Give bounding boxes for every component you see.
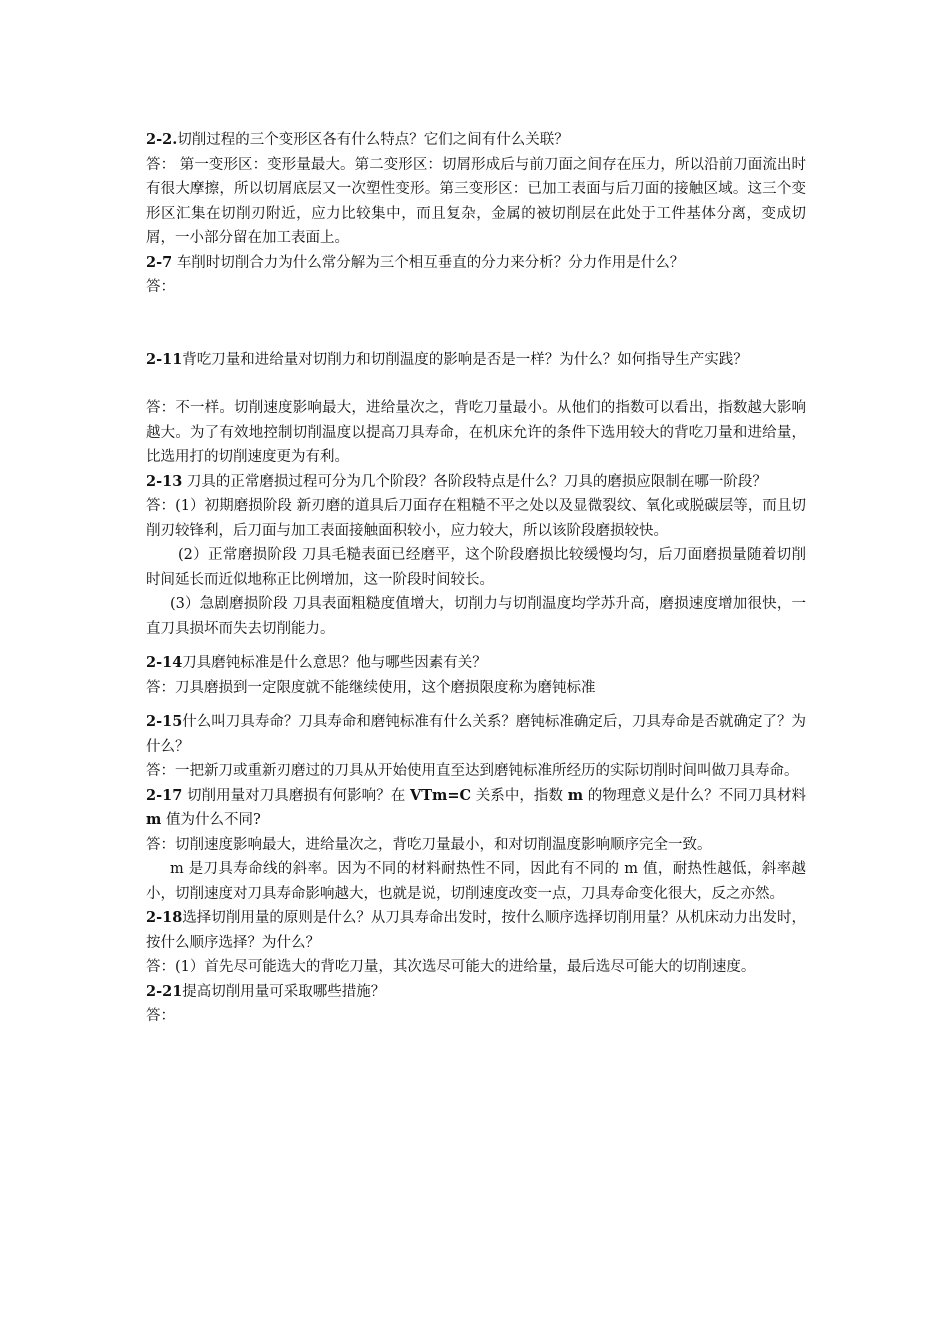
answer-2-17-cont: m 是刀具寿命线的斜率。因为不同的材料耐热性不同，因此有不同的 m 值，耐热性越低，斜率越小，切削速度对刀具寿命影响越大，也就是说，切削速度改变一点，刀具寿命变化很大，反之亦然。 xyxy=(146,861,806,902)
question-number: 2-11 xyxy=(146,350,183,368)
question-number: 2-14 xyxy=(146,654,183,671)
formula-text: VTm=C xyxy=(409,786,472,804)
question-2-15 xyxy=(146,710,806,759)
question-2-14 xyxy=(146,651,806,676)
answer-2-7: 答： xyxy=(146,279,175,295)
answer-2-18: 答：(1）首先尽可能选大的背吃刀量，其次选尽可能大的进给量，最后选尽可能大的切削速度。 xyxy=(146,959,756,975)
answer-2-13-stage2: (2）正常磨损阶段 刀具毛糙表面已经磨平，这个阶段磨损比较缓慢均匀，后刀面磨损量随着切削时间延长而近似地称正比例增加，这一阶段时间较长。 xyxy=(146,547,806,588)
answer-2-11: 答：不一样。切削速度影响最大，进给量次之，背吃刀量最小。从他们的指数可以看出，指数越大影响越大。为了有效地控制切削温度以提高刀具寿命，在机床允许的条件下选用较大的背吃刀量和进给量，比选用打的切削速度更为有利。 xyxy=(146,400,806,465)
spacer xyxy=(146,700,806,710)
question-number: 2-7 xyxy=(146,253,173,271)
question-number: 2-18 xyxy=(146,909,183,926)
symbol-m: m xyxy=(146,811,162,828)
question-2-7 xyxy=(146,251,806,276)
question-text: 值为什么不同? xyxy=(161,812,261,828)
question-number: 2-21 xyxy=(146,982,183,1000)
question-text: 背吃刀量和进给量对切削力和切削温度的影响是否是一样？为什么？如何指导生产实践？ xyxy=(182,351,748,368)
question-text: 提高切削用量可采取哪些措施？ xyxy=(182,983,386,1000)
question-2-2 xyxy=(146,128,806,153)
question-number: 2-17 xyxy=(146,786,183,804)
question-2-21 xyxy=(146,980,806,1005)
answer-2-13-stage3: (3）急剧磨损阶段 刀具表面粗糙度值增大，切削力与切削温度均学苏升高，磨损速度增加很快，一直刀具损坏而失去切削能力。 xyxy=(146,596,806,637)
question-number: 2-15 xyxy=(146,713,183,730)
question-2-13 xyxy=(146,470,806,495)
question-text: 切削过程的三个变形区各有什么特点？它们之间有什么关联？ xyxy=(177,132,569,148)
question-2-11 xyxy=(146,348,806,373)
answer-2-21: 答： xyxy=(146,1008,175,1024)
spacer xyxy=(146,300,806,348)
answer-2-15: 答：一把新刀或重新刃磨过的刀具从开始使用直至达到磨钝标准所经历的实际切削时间叫做刀具寿命。 xyxy=(146,763,799,779)
spacer xyxy=(146,372,806,396)
answer-2-13-stage1: 答：(1）初期磨损阶段 新刃磨的道具后刀面存在粗糙不平之处以及显微裂纹、氧化或脱碳层等，而且切削刃较锋利，后刀面与加工表面接触面积较小，应力较大，所以该阶段磨损较快。 xyxy=(146,498,806,539)
answer-2-17: 答：切削速度影响最大，进给量次之，背吃刀量最小，和对切削温度影响顺序完全一致。 xyxy=(146,836,712,853)
question-text: 车削时切削合力为什么常分解为三个相互垂直的分力来分析？分力作用是什么？ xyxy=(176,254,685,271)
spacer xyxy=(146,641,806,651)
answer-2-14: 答：刀具磨损到一定限度就不能继续使用，这个磨损限度称为磨钝标准 xyxy=(146,679,596,696)
question-text: 的物理意义是什么？不同刀具材料 xyxy=(583,787,807,804)
symbol-m: m xyxy=(567,786,584,804)
question-text: 关系中，指数 xyxy=(471,787,568,804)
question-text: 选择切削用量的原则是什么？从刀具寿命出发时，按什么顺序选择切削用量？从机床动力出发时，按什么顺序选择？为什么？ xyxy=(146,910,806,951)
question-number: 2-13 xyxy=(146,472,183,490)
question-2-18 xyxy=(146,906,806,955)
document-page xyxy=(146,128,806,1029)
question-text: 切削用量对刀具磨损有何影响？在 xyxy=(182,787,410,804)
question-number: 2-2. xyxy=(146,131,178,148)
question-text: 刀具磨钝标准是什么意思？他与哪些因素有关？ xyxy=(182,655,487,671)
question-text: 刀具的正常磨损过程可分为几个阶段？各阶段特点是什么？刀具的磨损应限制在哪一阶段？ xyxy=(182,473,767,490)
question-2-17 xyxy=(146,784,806,833)
answer-2-2: 答： 第一变形区：变形量最大。第二变形区：切屑形成后与前刀面之间存在压力，所以沿前刀面流出时有很大摩擦，所以切屑底层又一次塑性变形。第三变形区：已加工表面与后刀面的接触区域。这三个变形区汇集在切削刃附近，应力比较集中，而且复杂，金属的被切削层在此处于工件基体分离，变成切屑，一小部分留在加工表面上。 xyxy=(146,156,806,246)
question-text: 什么叫刀具寿命？刀具寿命和磨钝标准有什么关系？磨钝标准确定后，刀具寿命是否就确定了？为什么？ xyxy=(146,714,806,755)
